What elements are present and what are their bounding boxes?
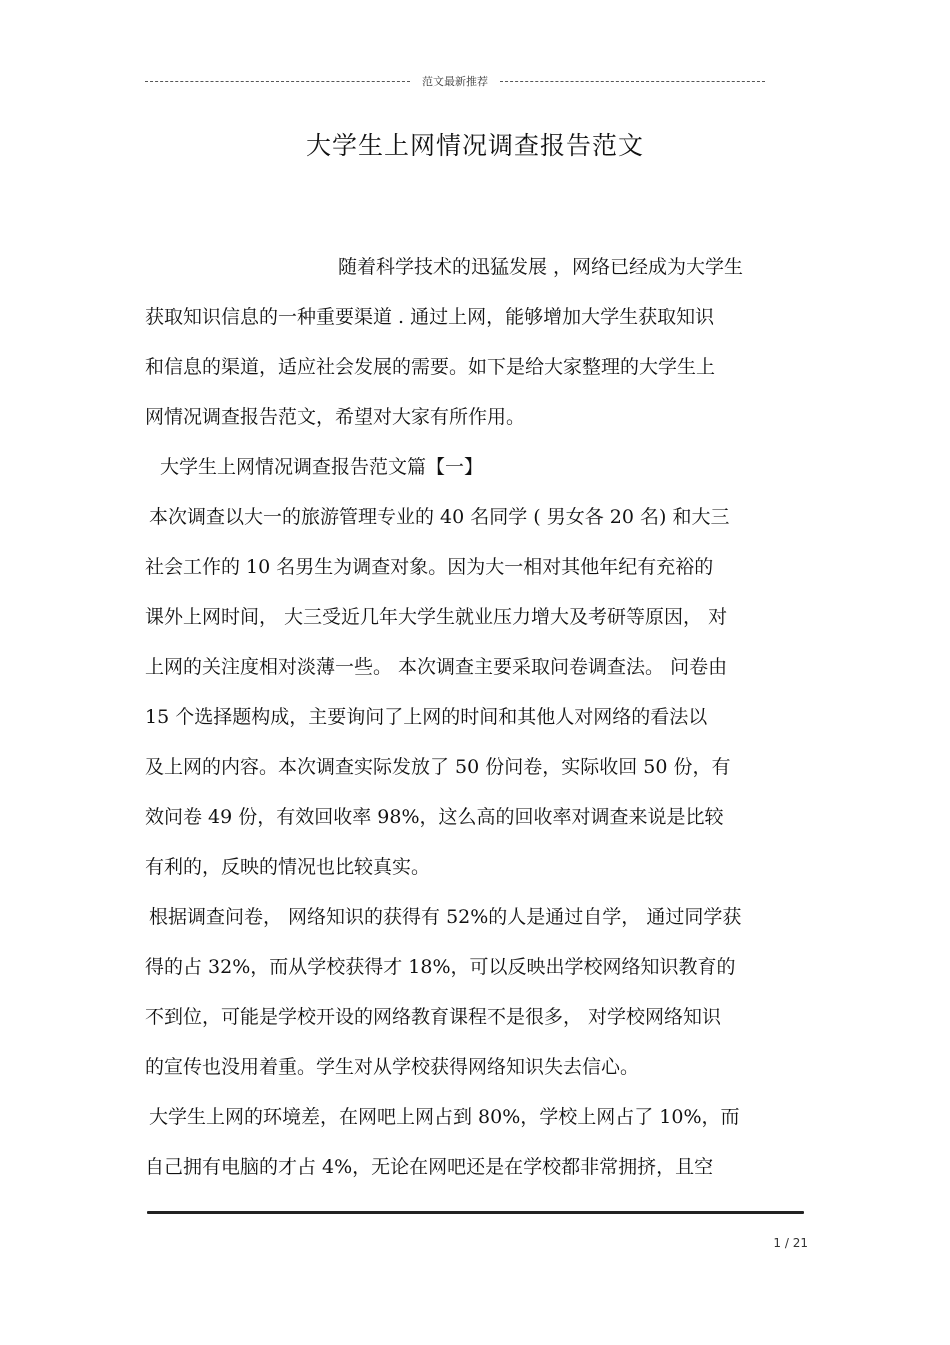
- header-text: 范文最新推荐: [422, 75, 488, 88]
- body-line: 根据调查问卷， 网络知识的获得有 52%的人是通过自学， 通过同学获: [149, 906, 742, 928]
- body-line: 和信息的渠道，适应社会发展的需要。如下是给大家整理的大学生上: [145, 356, 716, 378]
- footer-separator: [147, 1211, 804, 1214]
- body-line: 自己拥有电脑的才占 4%，无论在网吧还是在学校都非常拥挤，且空: [145, 1156, 714, 1178]
- body-line: 有利的，反映的情况也比较真实。: [145, 856, 431, 878]
- body-line: 随着科学技术的迅猛发展 ，网络已经成为大学生: [338, 256, 744, 278]
- section-heading: 大学生上网情况调查报告范文篇【一】: [160, 456, 484, 478]
- document-title: 大学生上网情况调查报告范文: [305, 131, 644, 160]
- body-line: 得的占 32%，而从学校获得才 18%，可以反映出学校网络知识教育的: [145, 956, 736, 978]
- body-line: 上网的关注度相对淡薄一些。 本次调查主要采取问卷调查法。 问卷由: [145, 656, 728, 678]
- body-line: 网情况调查报告范文，希望对大家有所作用。: [145, 406, 526, 428]
- page-number: 1 / 21: [773, 1236, 808, 1250]
- body-line: 15 个选择题构成，主要询问了上网的时间和其他人对网络的看法以: [145, 706, 708, 728]
- header-dash-left: [145, 81, 410, 82]
- body-line: 获取知识信息的一种重要渠道 . 通过上网，能够增加大学生获取知识: [145, 306, 715, 328]
- body-line: 的宣传也没用着重。学生对从学校获得网络知识失去信心。: [145, 1056, 640, 1078]
- header-dash-right: [500, 81, 765, 82]
- body-line: 大学生上网的环境差，在网吧上网占到 80%，学校上网占了 10%，而: [149, 1106, 740, 1128]
- body-line: 本次调查以大一的旅游管理专业的 40 名同学 ( 男女各 20 名) 和大三: [149, 506, 730, 528]
- page-header: [145, 72, 765, 90]
- body-line: 社会工作的 10 名男生为调查对象。因为大一相对其他年纪有充裕的: [145, 556, 714, 578]
- body-line: 不到位，可能是学校开设的网络教育课程不是很多， 对学校网络知识: [145, 1006, 722, 1028]
- body-line: 课外上网时间， 大三受近几年大学生就业压力增大及考研等原因， 对: [145, 606, 728, 628]
- body-line: 效问卷 49 份，有效回收率 98%，这么高的回收率对调查来说是比较: [145, 806, 724, 828]
- body-line: 及上网的内容。本次调查实际发放了 50 份问卷，实际收回 50 份，有: [145, 756, 731, 778]
